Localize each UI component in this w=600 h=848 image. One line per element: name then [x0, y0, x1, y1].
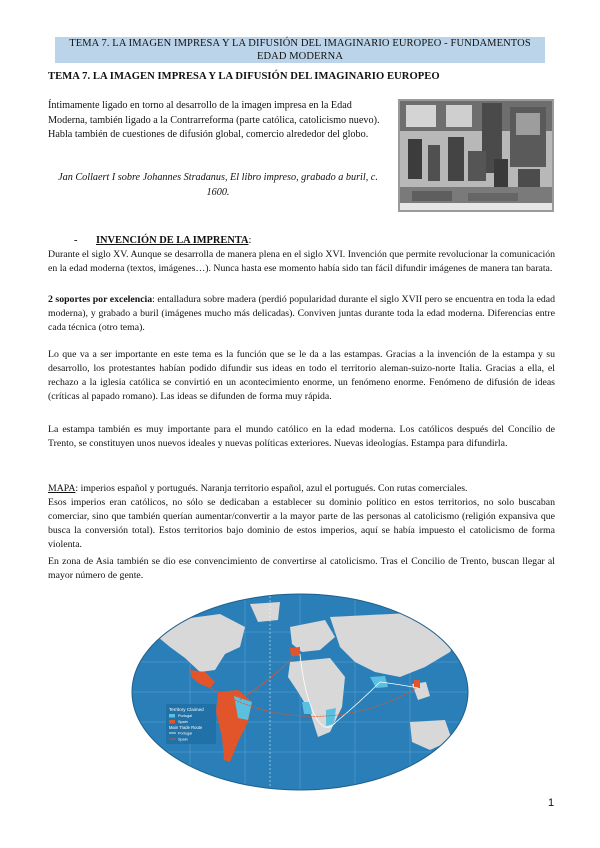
paragraph-estampas: Lo que va a ser importante en este tema es la función que se le da a las estampas. Gracias a la invención de la estampa y su desarrollo, los protestantes habían podido difundir sus ideas en todo el territorio aleman-suizo-norte Italia. Gracias a ella, el rechazo a la iglesia católica se convirtió en un acontecimiento enorme, un fenómeno enorme. Fenómeno de difusión de ideas (críticas al papado romano). Las ideas se difunden de forma muy rápida. — [48, 349, 555, 403]
legend-subtitle: Main Trade Route — [169, 725, 203, 730]
image-caption: Jan Collaert I sobre Johannes Stradanus, El libro impreso, grabado a buril, c. 1600. — [58, 172, 378, 198]
soportes-label: 2 soportes por excelencia — [48, 294, 153, 305]
document-title: TEMA 7. LA IMAGEN IMPRESA Y LA DIFUSIÓN DEL IMAGINARIO EUROPEO — [48, 71, 440, 82]
map-legend — [166, 704, 216, 744]
legend-route-spain: Spain — [178, 737, 188, 742]
banner-line-2: EDAD MODERNA — [256, 51, 344, 62]
mapa-text: : imperios español y portugués. Naranja territorio español, azul el portugués. Con rutas comerciales. — [75, 483, 468, 494]
section-heading-text: INVENCIÓN DE LA IMPRENTA — [96, 235, 249, 246]
legend-portugal: Portugal — [178, 714, 193, 718]
intro-paragraph: Íntimamente ligado en torno al desarrollo de la imagen impresa en la Edad Moderna, también ligado a la Contrarreforma (parte católica, catolicismo nuevo). Habla también de cuestiones de difusión global, comercio alrededor del globo. — [48, 100, 380, 141]
paragraph-imprenta: Durante el siglo XV. Aunque se desarrolla de manera plena en el siglo XVI. Invención que permite revolucionar la comunicación en la edad moderna (textos, imágenes…). Nunca hasta ese momento había sido tan fácil difundir imágenes de manera tan barata. — [48, 249, 555, 275]
soportes-text: : entalladura sobre madera (perdió popularidad durante el siglo XVII pero se encuentra en toda la edad moderna), y grabado a buril (imágenes mucho más delicadas). Conviven juntas durante toda la edad moderna. Diferencias entre cada técnica (otro tema). — [48, 294, 555, 334]
section-heading-colon: : — [248, 235, 252, 246]
banner-line-1: TEMA 7. LA IMAGEN IMPRESA Y LA DIFUSIÓN DEL IMAGINARIO EUROPEO - FUNDAMENTOS — [69, 38, 531, 49]
mapa-label: MAPA — [48, 483, 76, 494]
page-number: 1 — [548, 797, 555, 809]
bullet-dash: - — [74, 235, 78, 246]
legend-spain: Spain — [178, 720, 188, 724]
section-heading — [74, 235, 252, 246]
header-banner — [55, 37, 545, 63]
paragraph-asia: En zona de Asia también se dio ese convencimiento de convertirse al catolicismo. Tras el Concilio de Trento, buscan llegar al mayor número de gente. — [48, 556, 555, 582]
map-land — [130, 592, 470, 792]
paragraph-mapa — [48, 482, 555, 496]
printing-workshop-engraving — [398, 99, 554, 212]
paragraph-soportes — [48, 293, 555, 335]
legend-route-portugal: Portugal — [178, 731, 193, 736]
legend-title: Territory Claimed — [169, 707, 204, 712]
paragraph-mundo-catolico: La estampa también es muy importante para el mundo católico en la edad moderna. Los católicos después del Concilio de Trento, se constituyen unos nuevos ideales y nuevas políticas exteriores. Nuevas ideologías. Estampa para difundirla. — [48, 424, 555, 450]
empires-world-map — [130, 592, 470, 792]
paragraph-imperios: Esos imperios eran católicos, no sólo se dedicaban a establecer su dominio político en estos territorios, no solo buscaban comerciar, sino que también querían aumentar/convertir a la mayor parte de las personas al catolicismo (religión expansiva que busca la conversión total). Estos territorios bajo dominio de estos imperios, aquí se había impuesto el catolicismo de forma violenta. — [48, 497, 555, 551]
